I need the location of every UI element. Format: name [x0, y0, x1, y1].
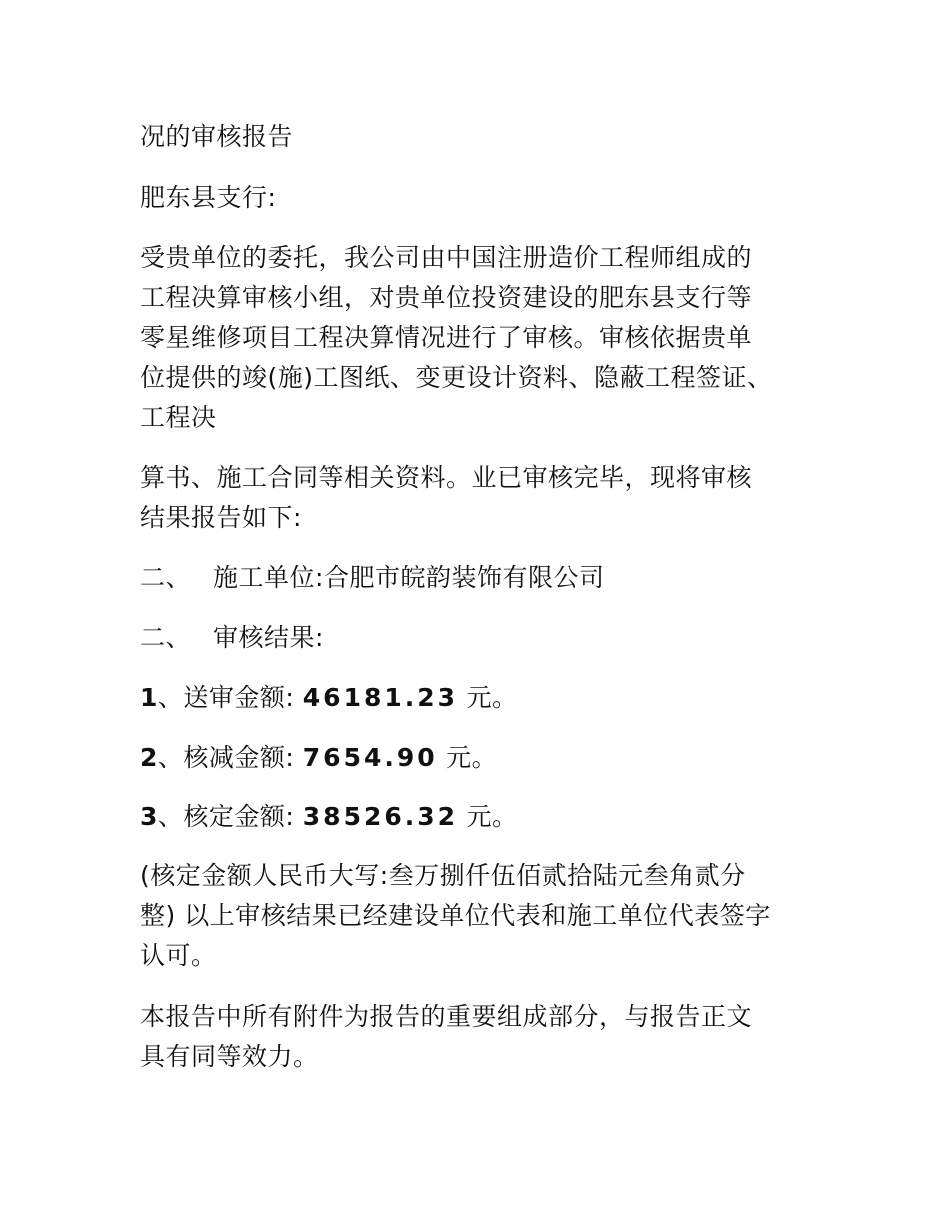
- amount-index: 1: [140, 683, 158, 712]
- intro-paragraph: [140, 238, 820, 438]
- section-marker: 二、: [140, 563, 192, 592]
- amount-index: 3: [140, 802, 158, 831]
- section-contractor: [140, 558, 604, 598]
- uppercase-paragraph: [140, 856, 820, 976]
- amount-unit: 元。: [446, 743, 498, 772]
- closing-line: 具有同等效力。: [140, 1042, 319, 1071]
- amount-unit: 元。: [466, 802, 518, 831]
- uppercase-line: 整) 以上审核结果已经建设单位代表和施工单位代表签字: [140, 901, 771, 930]
- closing-paragraph: [140, 997, 820, 1077]
- amount-index: 2: [140, 743, 158, 772]
- amount-submitted: [140, 678, 518, 718]
- intro-line: 工程决: [140, 403, 217, 432]
- amount-label: 、送审金额:: [157, 683, 303, 712]
- section-result: [140, 618, 324, 658]
- section-text: 审核结果:: [213, 623, 324, 652]
- amount-approved: [140, 797, 518, 837]
- section-text: 施工单位:合肥市皖韵装饰有限公司: [213, 563, 605, 592]
- amount-label: 、核减金额:: [157, 743, 303, 772]
- addressee: 肥东县支行:: [140, 183, 277, 212]
- uppercase-line: 认可。: [140, 941, 217, 970]
- continuation-line: 结果报告如下:: [140, 503, 302, 532]
- amount-value: 46181.23: [302, 683, 459, 712]
- amount-value: 38526.32: [302, 802, 459, 831]
- amount-label: 、核定金额:: [157, 802, 303, 831]
- intro-line: 零星维修项目工程决算情况进行了审核。审核依据贵单: [140, 323, 753, 352]
- intro-line: 位提供的竣(施)工图纸、变更设计资料、隐蔽工程签证、: [140, 363, 773, 392]
- continuation-line: 算书、施工合同等相关资料。业已审核完毕，现将审核: [140, 463, 753, 492]
- continuation-paragraph: [140, 458, 820, 538]
- amount-deducted: [140, 738, 497, 778]
- amount-value: 7654.90: [302, 743, 438, 772]
- intro-line: 工程决算审核小组，对贵单位投资建设的肥东县支行等: [140, 283, 753, 312]
- closing-line: 本报告中所有附件为报告的重要组成部分，与报告正文: [140, 1002, 753, 1031]
- title-fragment: 况的审核报告: [140, 122, 294, 151]
- amount-unit: 元。: [466, 683, 518, 712]
- section-marker: 二、: [140, 623, 192, 652]
- intro-line: 受贵单位的委托，我公司由中国注册造价工程师组成的: [140, 243, 753, 272]
- uppercase-line: (核定金额人民币大写:叁万捌仟伍佰贰拾陆元叁角贰分: [140, 861, 746, 890]
